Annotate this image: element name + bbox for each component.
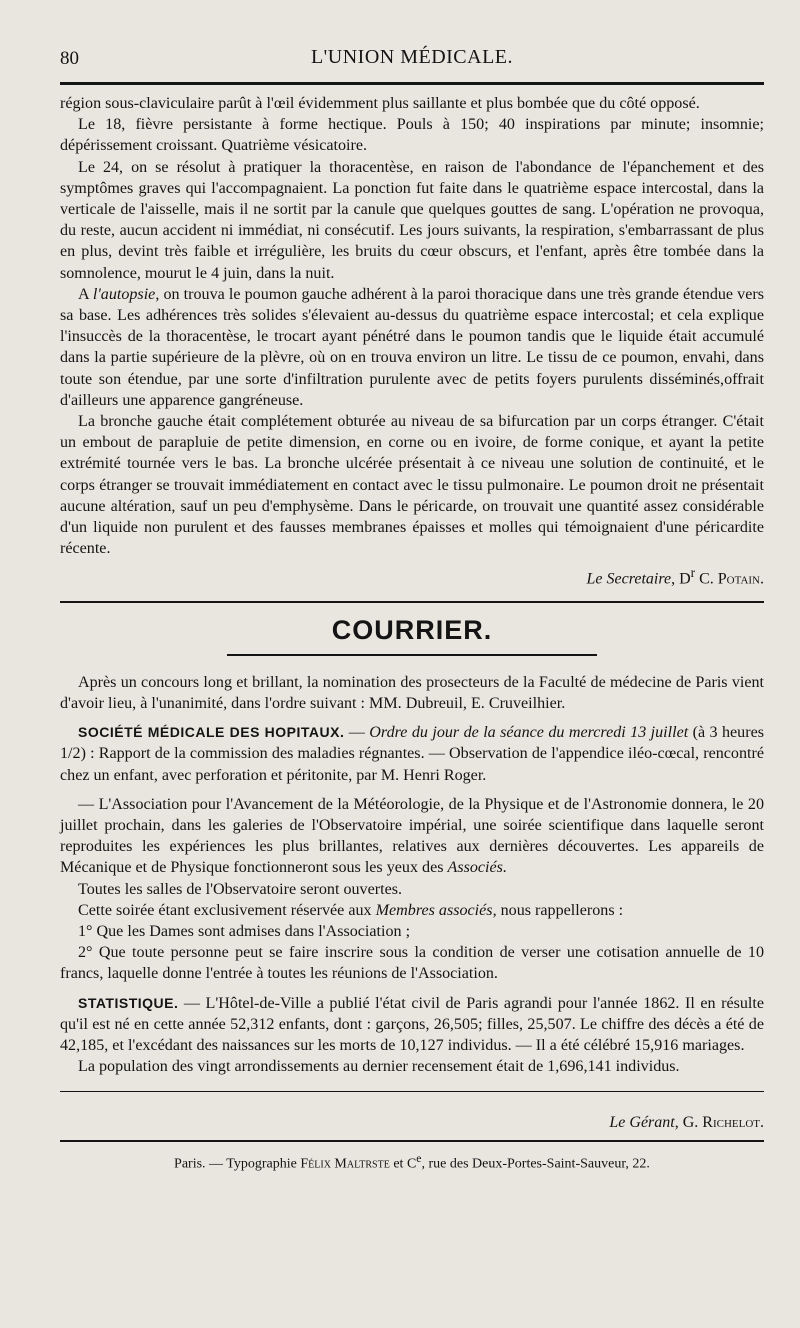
- journal-title: L'UNION MÉDICALE.: [310, 46, 514, 68]
- imprint-company: et C: [389, 1157, 417, 1173]
- signature-initial: C.: [695, 570, 718, 588]
- signature-sup: r: [690, 565, 696, 581]
- autopsy-text: , on trouva le poumon gauche adhérent à la paroi thoracique dans une très grande étendue vers sa base. Les adhérences très solides s'élevaient au-dessus du quatrième espace intercostal; et cela explique l'insuccès de la thoracentèse, le trocart ayant pénétré dans le poumon tandis que le liquide était accumulé dans la partie supérieure de la plèvre, où on en trouva environ un litre. Le tissu de ce poumon, envahi, dans toute son étendue, par une sorte d'infiltration purulente avec de petits foyers purulents disséminés,offrait d'ailleurs une apparence gangréneuse.: [60, 285, 764, 409]
- news-paragraph: Toutes les salles de l'Observatoire seront ouvertes.: [78, 880, 403, 898]
- courrier-section: [60, 672, 764, 1078]
- soiree-rest: nous rappellerons :: [496, 901, 624, 919]
- association-term: Associés.: [447, 859, 507, 877]
- autopsy-paragraph: [60, 284, 764, 411]
- statistique-paragraph: [60, 993, 764, 1057]
- article-paragraph: La bronche gauche était complétement obturée au niveau de sa bifurcation par un corps étranger. C'était un embout de parapluie de petite dimension, en corne ou en ivoire, de forme conique, et ayant la petite extrémité tournée vers le bas. La bronche ulcérée présentait à ce niveau une solution de continuité, et le corps étranger se trouvait immédiatement en contact avec le tissu pulmonaire. Le poumon droit ne présentait aucune altération, sauf un peu d'emphysème. Dans le péricarde, on trouvait une quantité assez considérable d'un liquide non purulent et des fausses membranes épaisses et molles qui témoignaient d'une péricardite récente.: [60, 413, 764, 558]
- header-rule: [60, 82, 764, 85]
- soiree-lead: Cette soirée étant exclusivement réservée aux: [78, 901, 376, 919]
- societe-date: 13 juillet: [625, 724, 689, 742]
- societe-text: (à 3 heures 1/2) : Rapport de la commission des maladies régnantes. — Observation de l'appendice iléo-cœcal, rencontré chez un enfant, avec perforation et péritonite, par M. Henri Roger.: [60, 724, 764, 784]
- population-paragraph: La population des vingt arrondissements au dernier recensement était de 1,696,141 individus.: [78, 1058, 680, 1076]
- association-paragraph: [60, 794, 764, 879]
- association-text: — L'Association pour l'Avancement de la Météorologie, de la Physique et de l'Astronomie donnera, le 20 juillet prochain, dans les galeries de l'Observatoire impérial, une soirée scientifique dans laquelle seront reproduites les expériences les plus brillantes, relatives aux dernières découvertes. Les appareils de Mécanique et de Physique fonctionneront sous les yeux des: [60, 795, 764, 877]
- article-paragraph: région sous-claviculaire parût à l'œil évidemment plus saillante et plus bombée que du côté opposé.: [60, 95, 700, 112]
- article-paragraph: Le 18, fièvre persistante à forme hectique. Pouls à 150; 40 inspirations par minute; insomnie; dépérissement croissant. Quatrième vésicatoire.: [60, 116, 764, 155]
- societe-agenda: Ordre du jour de la séance du mercredi: [369, 724, 626, 742]
- imprint-lead: Paris. — Typographie: [174, 1157, 301, 1173]
- statistique-heading: STATISTIQUE.: [78, 994, 179, 1011]
- case-report: [60, 93, 764, 589]
- page-number: 80: [60, 48, 79, 69]
- imprint-rule: [60, 1140, 764, 1142]
- signature-surname: Potain.: [717, 570, 764, 588]
- imprint-printer: Félix Maltrste: [300, 1157, 390, 1173]
- soiree-paragraph: [60, 900, 764, 921]
- gerant-name: Richelot.: [702, 1114, 764, 1132]
- societe-heading: SOCIÉTÉ MÉDICALE DES HOPITAUX.: [78, 724, 345, 741]
- gerant-role: Le Gérant: [609, 1114, 675, 1132]
- courrier-title: COURRIER.: [331, 614, 493, 645]
- autopsy-term: l'autopsie: [92, 285, 156, 303]
- societe-dash: —: [344, 724, 370, 742]
- article-signature: [60, 565, 764, 588]
- rule-item: 1° Que les Dames sont admises dans l'Association ;: [78, 923, 411, 941]
- news-paragraph: Après un concours long et brillant, la nomination des prosecteurs de la Faculté de médecine de Paris vient d'avoir lieu, à l'unanimité, dans l'ordre suivant : MM. Dubreuil, E. Cruveilhier.: [60, 673, 764, 712]
- societe-paragraph: [60, 722, 764, 786]
- courrier-rule: [227, 654, 597, 656]
- imprint-sup: e: [416, 1152, 422, 1166]
- running-head: [60, 44, 764, 72]
- signature-prefix: , D: [671, 570, 691, 588]
- gerant-signature: [60, 1114, 764, 1132]
- autopsy-lead: A: [78, 285, 93, 303]
- statistique-text: — L'Hôtel-de-Ville a publié l'état civil de Paris agrandi pour l'année 1862. Il en résulte qu'il est né en cette année 52,312 enfants, dont : garçons, 26,505; filles, 25,507. Le chiffre des décès a été de 42,185, et l'excédant des naissances sur les morts de 10,127 individus. — Il a été célébré 15,916 mariages.: [60, 994, 764, 1055]
- rule-item: 2° Que toute personne peut se faire inscrire sous la condition de verser une cotisation annuelle de 10 francs, laquelle donne l'entrée à toutes les réunions de l'Association.: [60, 944, 764, 983]
- imprint-address: , rue des Deux-Portes-Saint-Sauveur, 22.: [421, 1157, 650, 1173]
- printer-imprint: [60, 1152, 764, 1173]
- article-paragraph: Le 24, on se résolut à pratiquer la thoracentèse, en raison de l'abondance de l'épanchement et des symptômes graves qui l'accompagnaient. La ponction fut faite dans le quatrième espace intercostal, dans la verticale de l'aisselle, mais il ne sortit par la canule que quelques gouttes de sang. L'opération ne provoqua, du reste, aucun accident ni immédiat, ni consécutif. Les jours suivants, la respiration, s'embarrassant de plus en plus, devint très faible et irrégulière, les bruits du cœur obscurs, et l'enfant, après être tombée dans la somnolence, mourut le 4 juin, dans la nuit.: [60, 158, 764, 282]
- section-rule: [60, 601, 764, 603]
- footer-rule: [60, 1091, 764, 1092]
- gerant-sep: , G.: [674, 1114, 703, 1132]
- soiree-term: Membres associés,: [375, 901, 497, 919]
- signature-role: Le Secretaire: [586, 570, 672, 588]
